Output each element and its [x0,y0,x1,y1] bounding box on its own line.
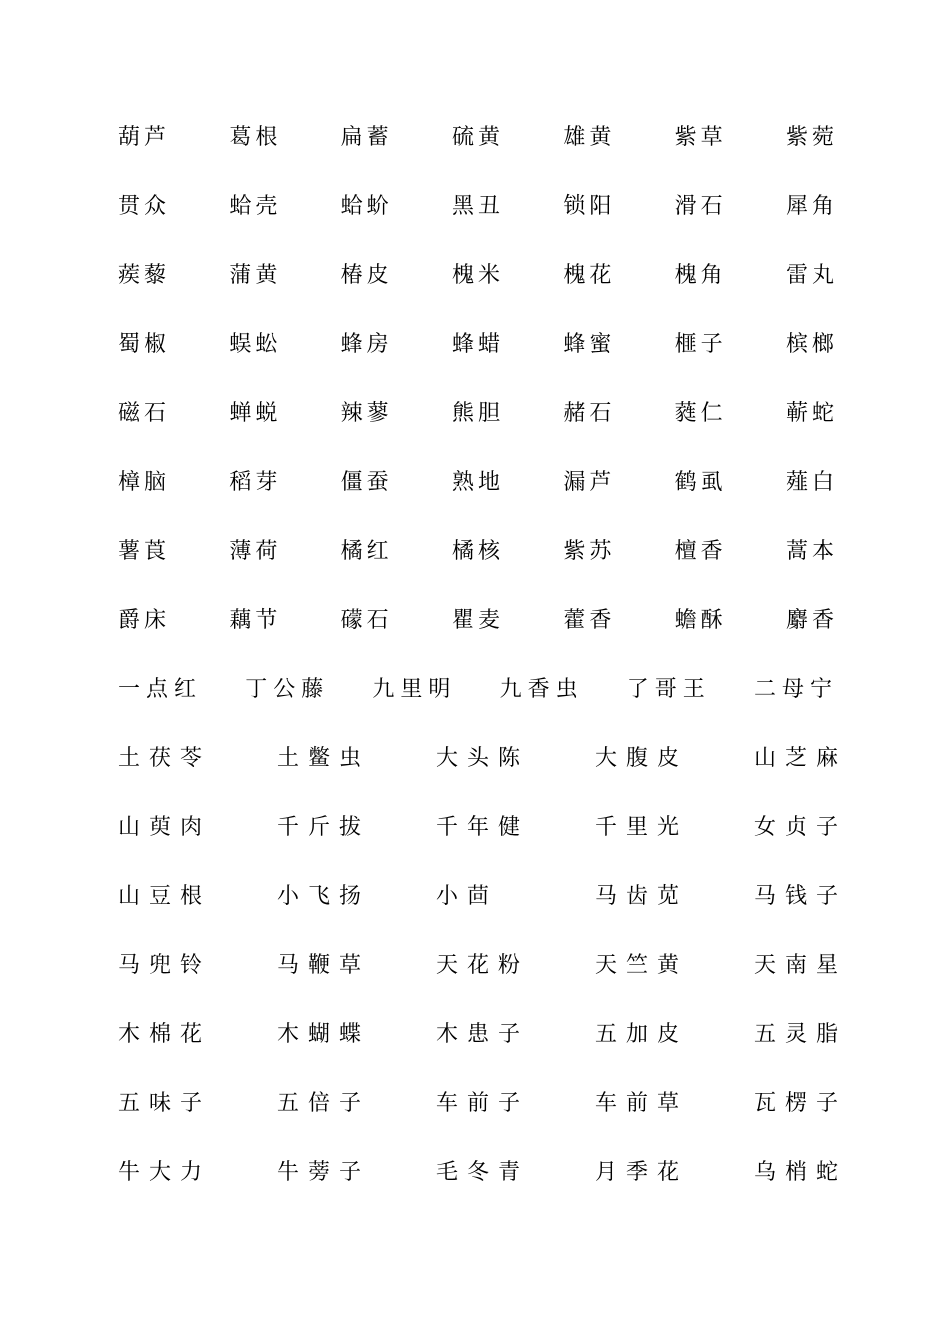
term-row [118,1153,848,1193]
term-row [118,946,848,986]
term: 木患子 [436,1022,530,1047]
term: 小茴 [436,884,499,909]
term: 天南星 [754,953,848,978]
term: 蒺藜 [118,263,171,288]
term: 木蝴蝶 [277,1022,371,1047]
term: 一点红 [118,677,203,702]
term: 橘红 [340,539,393,564]
term: 千年健 [436,815,530,840]
term: 五味子 [118,1091,212,1116]
term: 山萸肉 [118,815,212,840]
term: 蛤蚧 [340,194,393,219]
term: 大头陈 [436,746,530,771]
term: 五倍子 [277,1091,371,1116]
term: 五加皮 [595,1022,689,1047]
term-row [118,256,838,296]
term: 槐米 [451,263,504,288]
term: 马鞭草 [277,953,371,978]
term-row [118,1015,848,1055]
term: 贯众 [118,194,171,219]
term: 牛大力 [118,1160,212,1185]
term: 扁蓄 [340,125,393,150]
term: 熊胆 [451,401,504,426]
term: 硫黄 [451,125,504,150]
term-row [118,808,848,848]
term: 薄荷 [229,539,282,564]
term-row [118,877,848,917]
term: 土茯苓 [118,746,212,771]
term: 乌梢蛇 [754,1160,848,1185]
term: 葛根 [229,125,282,150]
term: 天竺黄 [595,953,689,978]
term-row [118,1084,848,1124]
term: 赭石 [563,401,616,426]
term: 月季花 [595,1160,689,1185]
term: 雄黄 [563,125,616,150]
term: 山豆根 [118,884,212,909]
term: 樟脑 [118,470,171,495]
term: 僵蚕 [340,470,393,495]
term: 女贞子 [754,815,848,840]
term: 黑丑 [451,194,504,219]
term: 蜀椒 [118,332,171,357]
term: 五灵脂 [754,1022,848,1047]
term: 丁公藤 [245,677,330,702]
term: 蕲蛇 [785,401,838,426]
term: 千里光 [595,815,689,840]
term: 鹤虱 [674,470,727,495]
term: 二母宁 [753,677,838,702]
term: 槟榔 [785,332,838,357]
term: 蝉蜕 [229,401,282,426]
term: 槐花 [563,263,616,288]
term: 瞿麦 [451,608,504,633]
term: 车前子 [436,1091,530,1116]
term: 紫菀 [785,125,838,150]
term: 犀角 [785,194,838,219]
term: 辣蓼 [340,401,393,426]
term: 锁阳 [563,194,616,219]
term: 大腹皮 [595,746,689,771]
term: 滑石 [674,194,727,219]
term: 槐角 [674,263,727,288]
term: 毛冬青 [436,1160,530,1185]
term-row [118,601,838,641]
term: 蒿本 [785,539,838,564]
term: 土鳖虫 [277,746,371,771]
term: 蕤仁 [674,401,727,426]
term: 马齿苋 [595,884,689,909]
term: 九里明 [372,677,457,702]
term: 熟地 [451,470,504,495]
term: 九香虫 [499,677,584,702]
term: 千斤拔 [277,815,371,840]
term: 蟾酥 [674,608,727,633]
term-row [118,463,838,503]
term: 牛蒡子 [277,1160,371,1185]
term: 蜂蜜 [563,332,616,357]
term: 车前草 [595,1091,689,1116]
term: 蜂蜡 [451,332,504,357]
term: 了哥王 [626,677,711,702]
term: 蜂房 [340,332,393,357]
term: 藕节 [229,608,282,633]
term-row [118,118,838,158]
term-row [118,187,838,227]
term: 薤白 [785,470,838,495]
term: 礞石 [340,608,393,633]
term: 榧子 [674,332,727,357]
term: 蒲黄 [229,263,282,288]
term: 紫草 [674,125,727,150]
term-row [118,532,838,572]
term: 椿皮 [340,263,393,288]
term: 雷丸 [785,263,838,288]
term: 爵床 [118,608,171,633]
term: 木棉花 [118,1022,212,1047]
term: 漏芦 [563,470,616,495]
term: 马兜铃 [118,953,212,978]
term-row [118,325,838,365]
term: 稻芽 [229,470,282,495]
term-row [118,739,848,779]
term: 瓦楞子 [754,1091,848,1116]
term: 磁石 [118,401,171,426]
term: 葫芦 [118,125,171,150]
term: 藿香 [563,608,616,633]
term-row [118,670,838,710]
term: 橘核 [451,539,504,564]
term: 麝香 [785,608,838,633]
term: 紫苏 [563,539,616,564]
term-row [118,394,838,434]
term: 山芝麻 [754,746,848,771]
term: 小飞扬 [277,884,371,909]
term: 檀香 [674,539,727,564]
term: 天花粉 [436,953,530,978]
term: 蜈蚣 [229,332,282,357]
term: 马钱子 [754,884,848,909]
term: 蛤壳 [229,194,282,219]
term: 薯莨 [118,539,171,564]
